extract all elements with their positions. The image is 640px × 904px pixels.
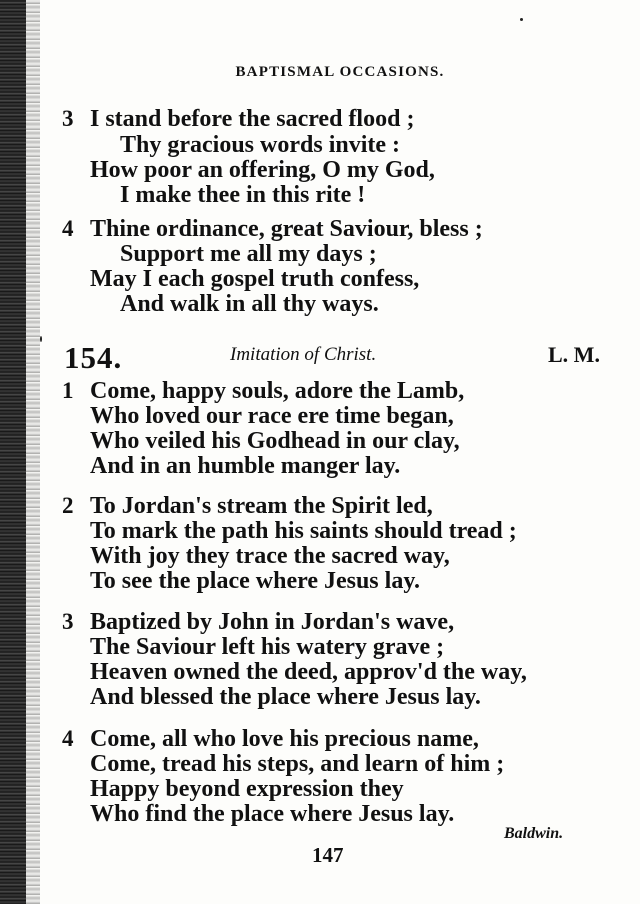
verse-line: Support me all my days ;	[120, 241, 377, 267]
verse-line: To mark the path his saints should tread ;	[90, 518, 517, 544]
verse-line: Baptized by John in Jordan's wave,	[90, 609, 455, 635]
verse-line: Heaven owned the deed, approv'd the way,	[90, 659, 527, 685]
verse-line: Come, tread his steps, and learn of him ;	[90, 751, 505, 777]
paper-speck	[40, 336, 42, 342]
verse-line: And walk in all thy ways.	[120, 291, 379, 317]
verse-line: Come, happy souls, adore the Lamb,	[90, 378, 465, 404]
running-head: BAPTISMAL OCCASIONS.	[235, 64, 445, 80]
hymn-author: Baldwin.	[504, 825, 564, 842]
verse-line: I make thee in this rite !	[120, 182, 366, 208]
verse-line: Happy beyond expression they	[90, 776, 404, 802]
verse-line: Come, all who love his precious name,	[90, 726, 479, 752]
verse-line: Who find the place where Jesus lay.	[90, 801, 455, 827]
verse-line: The Saviour left his watery grave ;	[90, 634, 445, 660]
stanza-number: 1	[62, 378, 74, 403]
verse-line: Thine ordinance, great Saviour, bless ;	[90, 216, 483, 242]
verse-line: How poor an offering, O my God,	[90, 157, 435, 183]
hymn-meter: L. M.	[548, 342, 600, 367]
binding-shadow	[26, 0, 40, 904]
stanza-number: 3	[62, 106, 74, 131]
hymn-title: Imitation of Christ.	[230, 344, 377, 365]
book-binding-edge	[0, 0, 26, 904]
stanza-number: 4	[62, 216, 74, 241]
stanza-number: 2	[62, 493, 74, 518]
verse-line: Who veiled his Godhead in our clay,	[90, 428, 460, 454]
verse-line: Thy gracious words invite :	[120, 132, 401, 158]
verse-line: And in an humble manger lay.	[90, 453, 401, 479]
hymn-number: 154.	[64, 340, 123, 375]
verse-line: Who loved our race ere time began,	[90, 403, 454, 429]
stanza-number: 4	[62, 726, 74, 751]
verse-line: To Jordan's stream the Spirit led,	[90, 493, 433, 519]
verse-line: To see the place where Jesus lay.	[90, 568, 420, 594]
verse-line: May I each gospel truth confess,	[90, 266, 420, 292]
paper-speck	[520, 18, 523, 21]
page-number: 147	[312, 843, 344, 867]
verse-line: With joy they trace the sacred way,	[90, 543, 450, 569]
stanza-number: 3	[62, 609, 74, 634]
verse-line: I stand before the sacred flood ;	[90, 106, 415, 132]
verse-line: And blessed the place where Jesus lay.	[90, 684, 481, 710]
